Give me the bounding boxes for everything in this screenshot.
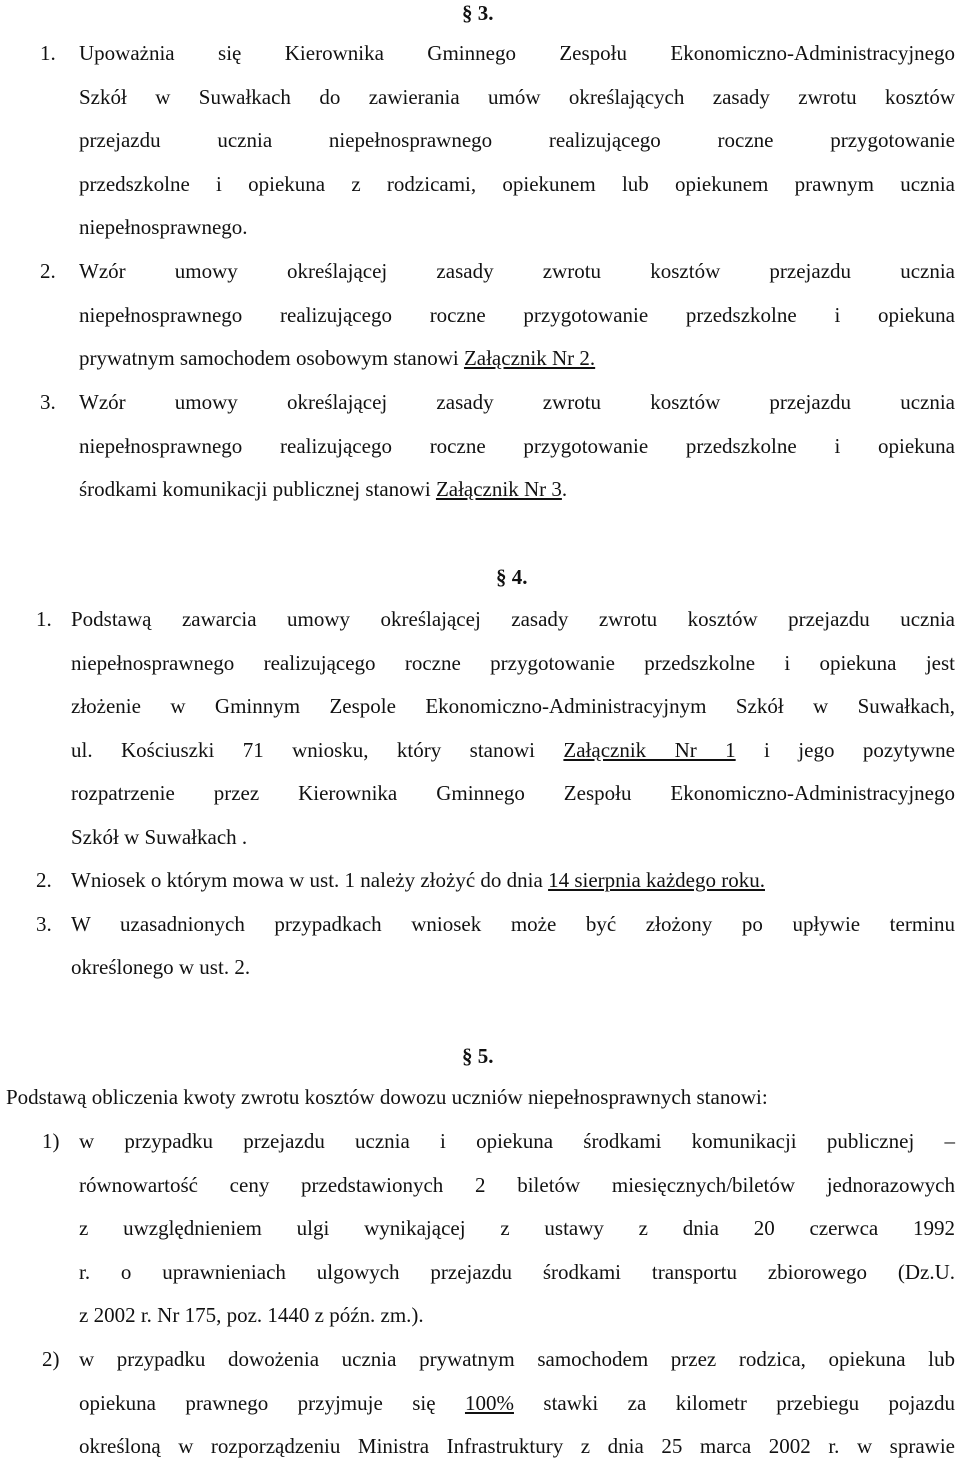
s4-item-2-line-1 — [71, 867, 765, 893]
section-5-heading: § 5. — [462, 1044, 494, 1068]
s5-item-2-line-2-text: opiekuna prawnego przyjmuje się — [79, 1391, 465, 1415]
s4-item-1-line-2: niepełnosprawnego realizującego roczne przygotowanie przedszkolne i opiekuna jest — [71, 651, 955, 675]
attachment-3-reference: Załącznik Nr 3 — [435, 477, 562, 501]
s5-item-1-line-1: w przypadku przejazdu ucznia i opiekuna środkami komunikacji publicznej – — [79, 1129, 955, 1153]
s5-item-1-line-5: z 2002 r. Nr 175, poz. 1440 z późn. zm.). — [79, 1303, 424, 1327]
s3-item-1-number: 1. — [40, 41, 56, 65]
s4-item-1-line-4 — [71, 737, 955, 763]
s4-item-1-line-1: Podstawą zawarcia umowy określającej zasady zwrotu kosztów przejazdu ucznia — [71, 607, 955, 631]
s3-item-2-line-1: Wzór umowy określającej zasady zwrotu kosztów przejazdu ucznia — [79, 259, 955, 283]
s3-item-3-line-2: niepełnosprawnego realizującego roczne przygotowanie przedszkolne i opiekuna — [79, 434, 955, 458]
section-3-heading: § 3. — [462, 1, 494, 25]
s4-item-3-line-2: określonego w ust. 2. — [71, 955, 251, 979]
s5-item-2-line-1: w przypadku dowożenia ucznia prywatnym samochodem przez rodzica, opiekuna lub — [79, 1347, 955, 1371]
s3-item-1-line-3: przejazdu ucznia niepełnosprawnego realizującego roczne przygotowanie — [79, 128, 955, 152]
s3-item-1-line-1: Upoważnia się Kierownika Gminnego Zespołu Ekonomiczno-Administracyjnego — [79, 41, 955, 65]
s4-item-3-number: 3. — [36, 912, 52, 936]
s5-item-1-line-4: r. o uprawnieniach ulgowych przejazdu środkami transportu zbiorowego (Dz.U. — [79, 1260, 955, 1284]
s5-item-2-line-2-end: stawki za kilometr przebiegu pojazdu — [513, 1391, 956, 1415]
s4-item-1-number: 1. — [36, 607, 52, 631]
s4-item-1-line-4-text: ul. Kościuszki 71 wniosku, który stanowi — [71, 738, 564, 762]
s3-item-2-number: 2. — [40, 259, 56, 283]
s3-item-1-line-5: niepełnosprawnego. — [79, 215, 248, 239]
s5-item-2-line-3: określoną w rozporządzeniu Ministra Infrastruktury z dnia 25 marca 2002 r. w sprawie — [79, 1434, 955, 1458]
deadline-date: 14 sierpnia każdego roku. — [548, 868, 765, 892]
s3-item-3-line-3-text: środkami komunikacji publicznej stanowi — [79, 477, 436, 501]
s4-item-1-line-3: złożenie w Gminnym Zespole Ekonomiczno-Administracyjnym Szkół w Suwałkach, — [71, 694, 955, 718]
s3-item-1-line-4: przedszkolne i opiekuna z rodzicami, opiekunem lub opiekunem prawnym ucznia — [79, 172, 955, 196]
s5-intro: Podstawą obliczenia kwoty zwrotu kosztów dowozu uczniów niepełnosprawnych stanowi: — [6, 1085, 768, 1109]
attachment-1-reference: Załącznik Nr 1 — [563, 738, 736, 762]
s3-item-1-line-2: Szkół w Suwałkach do zawierania umów określających zasady zwrotu kosztów — [79, 85, 955, 109]
s3-item-3-line-3 — [79, 476, 567, 502]
s5-item-2-number: 2) — [42, 1347, 60, 1371]
s5-item-2-line-2 — [79, 1390, 955, 1416]
s5-item-1-number: 1) — [42, 1129, 60, 1153]
s3-item-2-line-3 — [79, 345, 595, 371]
attachment-2-reference: Załącznik Nr 2. — [463, 346, 596, 370]
s5-item-1-line-3: z uwzględnieniem ulgi wynikającej z ustawy z dnia 20 czerwca 1992 — [79, 1216, 955, 1240]
rate-percentage: 100% — [464, 1391, 514, 1415]
section-4-heading: § 4. — [496, 565, 528, 589]
s3-item-3-line-3-end: . — [561, 477, 568, 501]
s3-item-3-number: 3. — [40, 390, 56, 414]
s5-item-1-line-2: równowartość ceny przedstawionych 2 biletów miesięcznych/biletów jednorazowych — [79, 1173, 955, 1197]
s4-item-1-line-5: rozpatrzenie przez Kierownika Gminnego Zespołu Ekonomiczno-Administracyjnego — [71, 781, 955, 805]
s3-item-2-line-3-text: prywatnym samochodem osobowym stanowi — [79, 346, 464, 370]
s4-item-3-line-1: W uzasadnionych przypadkach wniosek może być złożony po upływie terminu — [71, 912, 955, 936]
s4-item-1-line-6: Szkół w Suwałkach . — [71, 825, 248, 849]
s4-item-2-number: 2. — [36, 868, 52, 892]
s3-item-3-line-1: Wzór umowy określającej zasady zwrotu kosztów przejazdu ucznia — [79, 390, 955, 414]
s4-item-1-line-4-end: i jego pozytywne — [735, 738, 955, 762]
s4-item-2-text: Wniosek o którym mowa w ust. 1 należy złożyć do dnia — [71, 868, 549, 892]
s3-item-2-line-2: niepełnosprawnego realizującego roczne przygotowanie przedszkolne i opiekuna — [79, 303, 955, 327]
